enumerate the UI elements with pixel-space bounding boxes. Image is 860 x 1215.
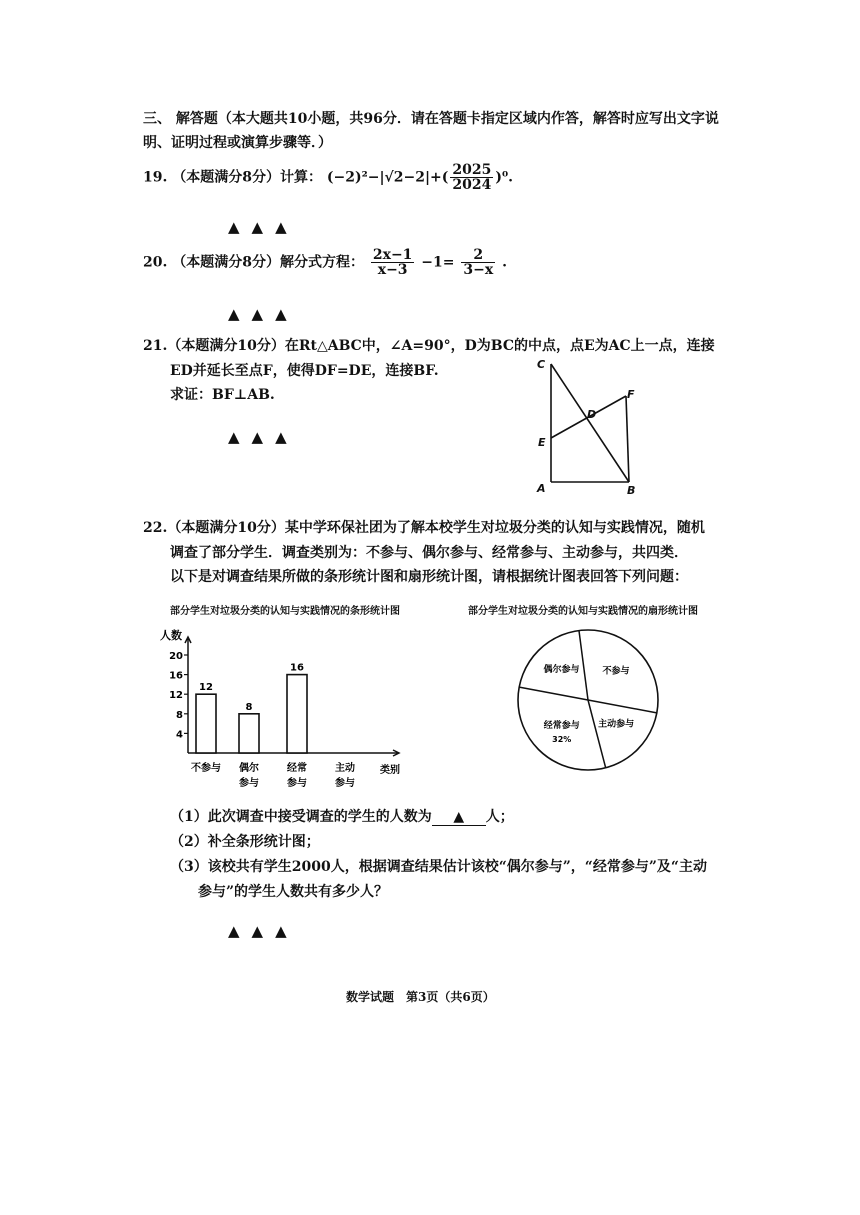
question-22-line1 <box>143 517 705 537</box>
label-a: A <box>537 482 546 495</box>
pie-chart <box>510 620 670 785</box>
question-22-sub2: （2）补全条形统计图； <box>170 834 320 850</box>
question-22-line2: 调查了部分学生．调查类别为：不参与、偶尔参与、经常参与、主动参与，共四类． <box>170 545 688 561</box>
x-tick-label: 参与 <box>287 778 307 789</box>
question-number: 20. <box>143 254 168 271</box>
x-tick-label: 参与 <box>335 778 355 789</box>
question-19-head: （本题满分8分）计算： <box>172 169 322 186</box>
y-tick-label: 16 <box>169 670 183 682</box>
page-footer: 数学试题 第3页（共6页） <box>346 990 495 1004</box>
question-number: 21. <box>143 338 168 354</box>
answer-marks-22: ▲▲▲ <box>228 922 299 940</box>
triangle-figure <box>525 352 655 497</box>
bar <box>239 714 259 753</box>
fraction-numerator: 2x−1 <box>372 247 413 263</box>
y-tick-label: 20 <box>169 651 183 662</box>
question-20-tail: . <box>502 254 507 271</box>
fraction-denominator: x−3 <box>377 262 408 278</box>
pie-slice-label: 主动参与 <box>598 719 635 730</box>
answer-marks-20: ▲▲▲ <box>228 305 299 323</box>
question-21-line2: ED并延长至点F，使得DF=DE，连接BF. <box>170 363 439 379</box>
bar-chart-title: 部分学生对垃圾分类的认知与实践情况的条形统计图 <box>170 606 400 617</box>
question-22-line3: 以下是对调查结果所做的条形统计图和扇形统计图，请根据统计图表回答下列问题： <box>170 569 688 585</box>
pie-slice-label: 不参与 <box>602 666 630 677</box>
fraction-denominator: 3−x <box>463 262 494 278</box>
fraction-numerator: 2025 <box>452 162 492 178</box>
question-21-prove: 求证：BF⊥AB. <box>170 387 275 403</box>
question-22-sub3-line2: 参与”的学生人数共有多少人？ <box>198 884 389 900</box>
question-20 <box>143 248 507 277</box>
answer-blank: ▲ <box>432 809 486 826</box>
x-tick-label: 参与 <box>239 778 259 789</box>
x-tick-label: 主动 <box>335 763 355 774</box>
question-19-expr-a: (−2)²−|√2−2|+( <box>326 169 449 186</box>
label-c: C <box>537 358 546 371</box>
sub1-text: （1）此次调查中接受调查的学生的人数为 <box>170 809 432 825</box>
question-19 <box>143 163 513 192</box>
question-number: 22. <box>143 520 168 536</box>
y-tick-label: 12 <box>169 690 183 702</box>
x-tick-label: 不参与 <box>191 763 221 774</box>
bar-value-label: 8 <box>245 701 253 713</box>
question-22-text1: （本题满分10分）某中学环保社团为了解本校学生对垃圾分类的认知与实践情况，随机 <box>167 520 705 536</box>
question-20-head: （本题满分8分）解分式方程： <box>172 254 364 271</box>
label-d: D <box>587 408 597 421</box>
bar <box>287 675 307 753</box>
question-20-mid: −1= <box>421 254 455 271</box>
question-20-fraction-left <box>371 248 415 277</box>
y-tick-label: 8 <box>176 709 183 721</box>
bar-value-label: 12 <box>199 682 213 694</box>
x-axis-label: 类别 <box>380 765 400 776</box>
pie-slice-percent: 32% <box>552 735 572 745</box>
sub1-unit: 人； <box>485 809 514 825</box>
label-e: E <box>538 436 546 449</box>
answer-marks-19: ▲▲▲ <box>228 218 299 236</box>
bar-chart <box>158 625 418 800</box>
question-22-sub1 <box>170 806 514 826</box>
question-19-expr-b: )⁰. <box>495 169 514 186</box>
segment-cb <box>551 364 629 482</box>
pie-chart-title: 部分学生对垃圾分类的认知与实践情况的扇形统计图 <box>468 606 698 617</box>
x-tick-label: 偶尔 <box>239 763 259 774</box>
answer-marks-21: ▲▲▲ <box>228 428 299 446</box>
y-tick-label: 4 <box>176 729 183 741</box>
question-19-fraction <box>450 163 493 192</box>
label-f: F <box>627 388 635 401</box>
y-axis-label: 人数 <box>160 629 182 642</box>
question-20-fraction-right <box>461 248 495 277</box>
segment-fb <box>626 396 629 482</box>
question-21-text1: （本题满分10分）在Rt△ABC中，∠A=90°，D为BC的中点，点E为AC上一点，连接 <box>167 338 715 354</box>
question-number: 19. <box>143 169 168 186</box>
pie-slice-label: 经常参与 <box>543 721 580 732</box>
fraction-denominator: 2024 <box>452 177 492 193</box>
fraction-numerator: 2 <box>461 248 495 263</box>
bar <box>196 694 216 753</box>
label-b: B <box>627 484 636 497</box>
section-header-line2: 明、证明过程或演算步骤等．） <box>143 135 332 151</box>
question-22-sub3-line1: （3）该校共有学生2000人，根据调查结果估计该校“偶尔参与”，“经常参与”及“主动 <box>170 859 707 875</box>
pie-slice-label: 偶尔参与 <box>543 665 580 676</box>
section-header-line1: 三、 解答题（本大题共10小题，共96分．请在答题卡指定区域内作答，解答时应写出文字说 <box>143 111 719 127</box>
x-tick-label: 经常 <box>287 763 307 774</box>
bar-value-label: 16 <box>290 662 304 674</box>
